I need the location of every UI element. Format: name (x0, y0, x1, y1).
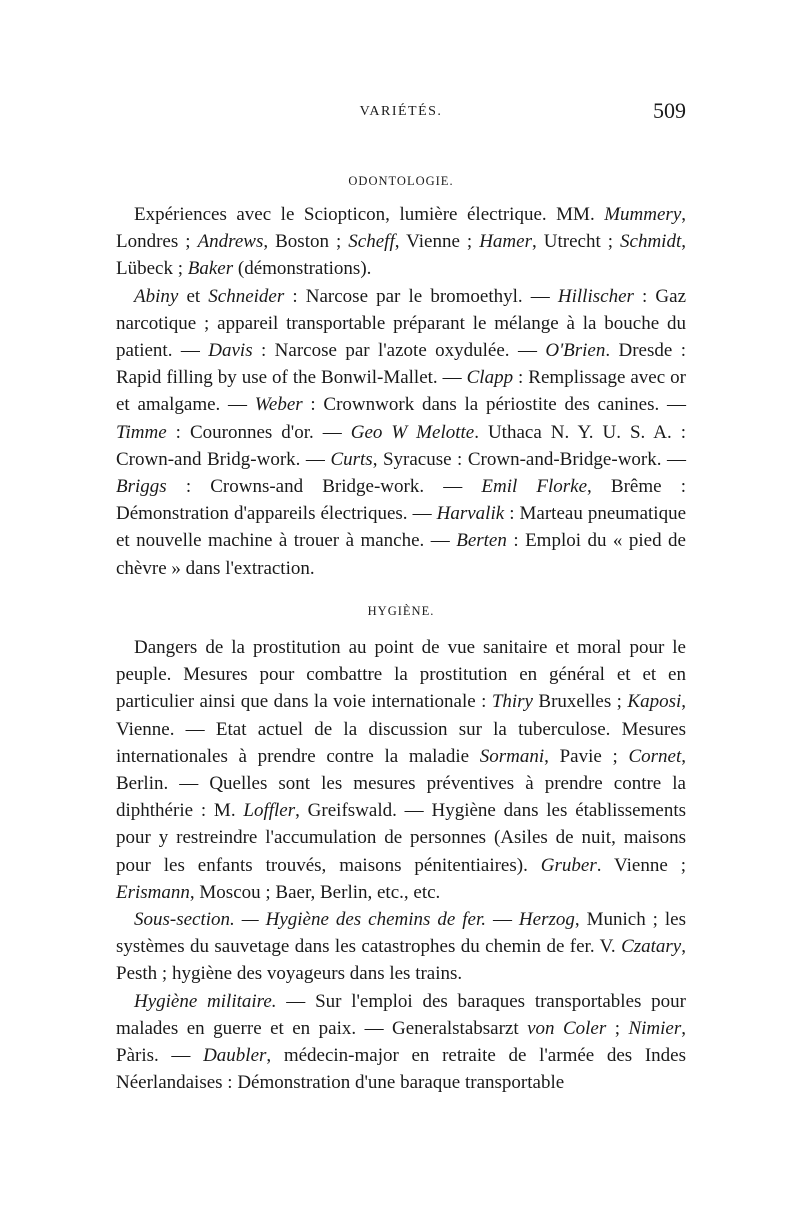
paragraph (116, 283, 686, 582)
text-run: . Uthaca N. Y. U. S. A. : Crown-and Bridg-work. — (116, 421, 686, 470)
italic-run: Sormani (479, 745, 545, 767)
italic-run: von Coler (527, 1017, 607, 1039)
text-run: : Narcose par l'azote oxydulée. — (252, 340, 546, 362)
italic-run: Abiny (134, 285, 179, 307)
paragraph (116, 906, 686, 988)
text-run: Bruxelles ; (533, 691, 628, 713)
text-run: : Crowns-and Bridge-work. — (166, 476, 482, 498)
paragraph (116, 634, 686, 906)
text-run: , Berlin. — Quelles sont les mesures préventives à prendre contre la diphthérie : M. (116, 745, 686, 822)
italic-run: Schneider (208, 285, 285, 307)
text-run: , Utrecht ; (531, 231, 621, 253)
text-run: : Emploi du « pied de chèvre » dans l'extraction. (116, 530, 686, 579)
paragraph (116, 988, 686, 1097)
italic-run: Emil Florke (481, 476, 588, 498)
italic-run: Scheff (348, 231, 395, 253)
italic-run: Schmidt (620, 231, 682, 253)
italic-run: Geo W Melotte (350, 421, 475, 443)
page-header (116, 98, 686, 124)
italic-run: Andrews (197, 231, 264, 253)
text-run: , Moscou ; Baer, Berlin, etc., etc. (189, 881, 441, 903)
text-run: : Narcose par le bromoethyl. — (284, 285, 558, 307)
text-run: , Pavie ; (544, 745, 629, 767)
italic-run: Sous-section. — Hygiène des chemins de fer. (134, 909, 486, 931)
italic-run: Loffler (243, 800, 296, 822)
text-run: : Couronnes d'or. — (166, 421, 351, 443)
text-run: : Marteau pneumatique et nouvelle machine à trouer à manche. — (116, 503, 686, 552)
text-run: — (486, 909, 519, 931)
text-run: Expériences avec le Sciopticon, lumière électrique. MM. (134, 204, 605, 225)
italic-run: Nimier (628, 1017, 682, 1039)
italic-run: Hygiène militaire. (134, 990, 277, 1012)
section-title-odontologie: ODONTOLOGIE. (348, 174, 454, 188)
text-run: — Sur l'emploi des baraques transportables pour malades en guerre et en paix. — Generalstabsarzt (116, 990, 686, 1039)
italic-run: Czatary (621, 936, 682, 958)
italic-run: Erismann (116, 881, 190, 903)
italic-run: Baker (187, 258, 234, 280)
italic-run: Curts (330, 448, 373, 470)
italic-run: Clapp (466, 367, 514, 389)
italic-run: Herzog (518, 909, 575, 931)
text-run: . Dresde : Rapid filling by use of the Bonwil-Mallet. — (116, 340, 686, 389)
text-run: : Gaz narcotique ; appareil transportable préparant le mélange à la bouche du patient. — (116, 285, 686, 362)
text-run: (démonstrations). (233, 258, 372, 280)
text-run: , Vienne ; (394, 231, 480, 253)
italic-run: Davis (208, 340, 253, 362)
section-body-odontologie (116, 201, 686, 582)
section-body-hygiene (116, 634, 686, 1096)
running-head: VARIÉTÉS. (359, 104, 443, 119)
text-run: , Lübeck ; (116, 231, 686, 280)
text-run: , Londres ; (116, 204, 686, 253)
italic-run: Kaposi (627, 691, 682, 713)
section-title-hygiene: HYGIÈNE. (367, 604, 435, 618)
text-run: et (178, 285, 209, 307)
italic-run: Harvalik (436, 503, 505, 525)
text-run: : Remplissage avec or et amalgame. — (116, 367, 686, 416)
italic-run: Berten (456, 530, 507, 552)
paragraph (116, 201, 686, 283)
text-run: , Boston ; (263, 231, 349, 253)
page-number: 509 (653, 98, 686, 123)
text-run: , Pesth ; hygiène des voyageurs dans les trains. (116, 936, 686, 985)
italic-run: Mummery (604, 204, 682, 225)
text-run: : Crownwork dans la périostite des canines. — (302, 394, 687, 416)
italic-run: Thiry (491, 691, 533, 713)
text-run: , Munich ; les systèmes du sauvetage dans les catastrophes du chemin de fer. V. (116, 909, 686, 958)
text-run: ; (606, 1017, 629, 1039)
italic-run: Hillischer (557, 285, 634, 307)
italic-run: Weber (254, 394, 303, 416)
text-run: Dangers de la prostitution au point de vue sanitaire et moral pour le peuple. Mesures pour combattre la prostitution en général et et en particulier ainsi que dans la voie internationale : (116, 637, 686, 713)
italic-run: Briggs (116, 476, 167, 498)
italic-run: Cornet (628, 745, 682, 767)
text-run: , Greifswald. — Hygiène dans les établissements pour y restreindre l'accumulation de personnes (Asiles de nuit, maisons pour les enfants trouvés, maisons pénitentiaires). (116, 800, 687, 876)
text-run: , Brême : Démonstration d'appareils électriques. — (116, 476, 686, 525)
italic-run: Timme (116, 421, 167, 443)
text-run: , Pàris. — (116, 1017, 686, 1067)
italic-run: Gruber (540, 854, 597, 876)
italic-run: O'Brien (545, 340, 606, 362)
italic-run: Hamer (479, 231, 532, 253)
italic-run: Daubler (203, 1045, 267, 1067)
text-run: , médecin-major en retraite de l'armée des Indes Néerlandaises : Démonstration d'une baraque transportable (116, 1045, 687, 1094)
text-run: , Syracuse : Crown-and-Bridge-work. — (372, 448, 687, 470)
text-run: , Vienne. — Etat actuel de la discussion sur la tuberculose. Mesures internationales à prendre contre la maladie (116, 691, 686, 767)
text-run: . Vienne ; (596, 854, 686, 876)
